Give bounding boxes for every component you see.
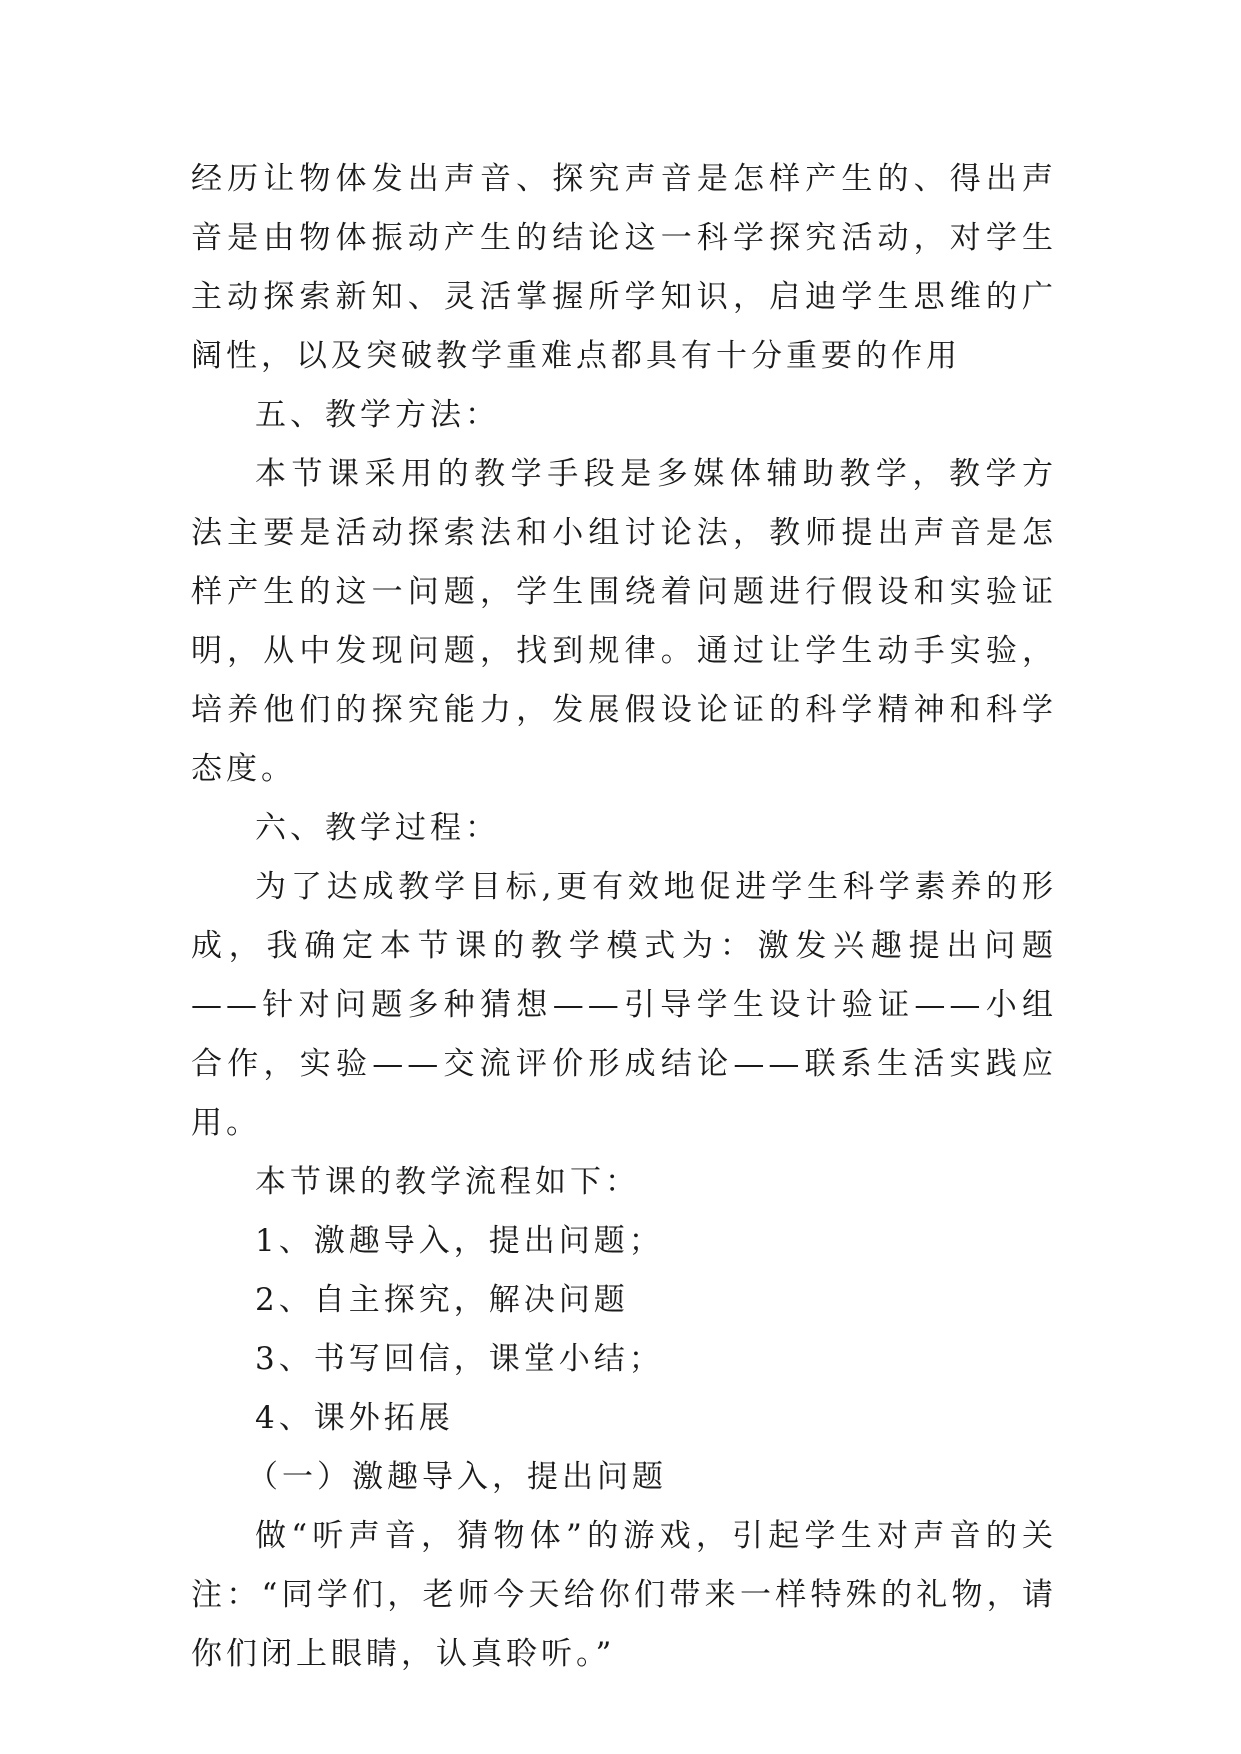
section-heading-teaching-methods: 五、教学方法： — [255, 397, 500, 433]
paragraph-teaching-methods: 本节课采用的教学手段是多媒体辅助教学，教学方法主要是活动探索法和小组讨论法，教师提出声音是怎样产生的这一问题，学生围绕着问题进行假设和实验证明，从中发现问题，找到规律。通过让学生动手实验，培养他们的探究能力，发展假设论证的科学精神和科学态度。 — [191, 456, 1057, 787]
list-item-step-4: 4、课外拓展 — [255, 1400, 454, 1436]
list-item-step-1: 1、激趣导入，提出问题； — [255, 1223, 664, 1259]
paragraph-game-description: 做“听声音，猜物体”的游戏，引起学生对声音的关注：“同学们，老师今天给你们带来一样特殊的礼物，请你们闭上眼睛，认真聆听。” — [191, 1518, 1057, 1672]
subsection-heading-intro: （一）激趣导入，提出问题 — [247, 1459, 667, 1495]
paragraph-flow-intro: 本节课的教学流程如下： — [255, 1164, 640, 1200]
paragraph-teaching-model: 为了达成教学目标,更有效地促进学生科学素养的形成，我确定本节课的教学模式为：激发兴趣提出问题——针对问题多种猜想——引导学生设计验证——小组合作，实验——交流评价形成结论——联系生活实践应用。 — [191, 869, 1057, 1141]
document-body — [191, 150, 1057, 1684]
paragraph-intro-continued: 经历让物体发出声音、探究声音是怎样产生的、得出声音是由物体振动产生的结论这一科学探究活动，对学生主动探索新知、灵活掌握所学知识，启迪学生思维的广阔性，以及突破教学重难点都具有十分重要的作用 — [191, 161, 1057, 374]
list-item-step-2: 2、自主探究，解决问题 — [255, 1282, 629, 1318]
section-heading-teaching-process: 六、教学过程： — [255, 810, 500, 846]
list-item-step-3: 3、书写回信，课堂小结； — [255, 1341, 664, 1377]
